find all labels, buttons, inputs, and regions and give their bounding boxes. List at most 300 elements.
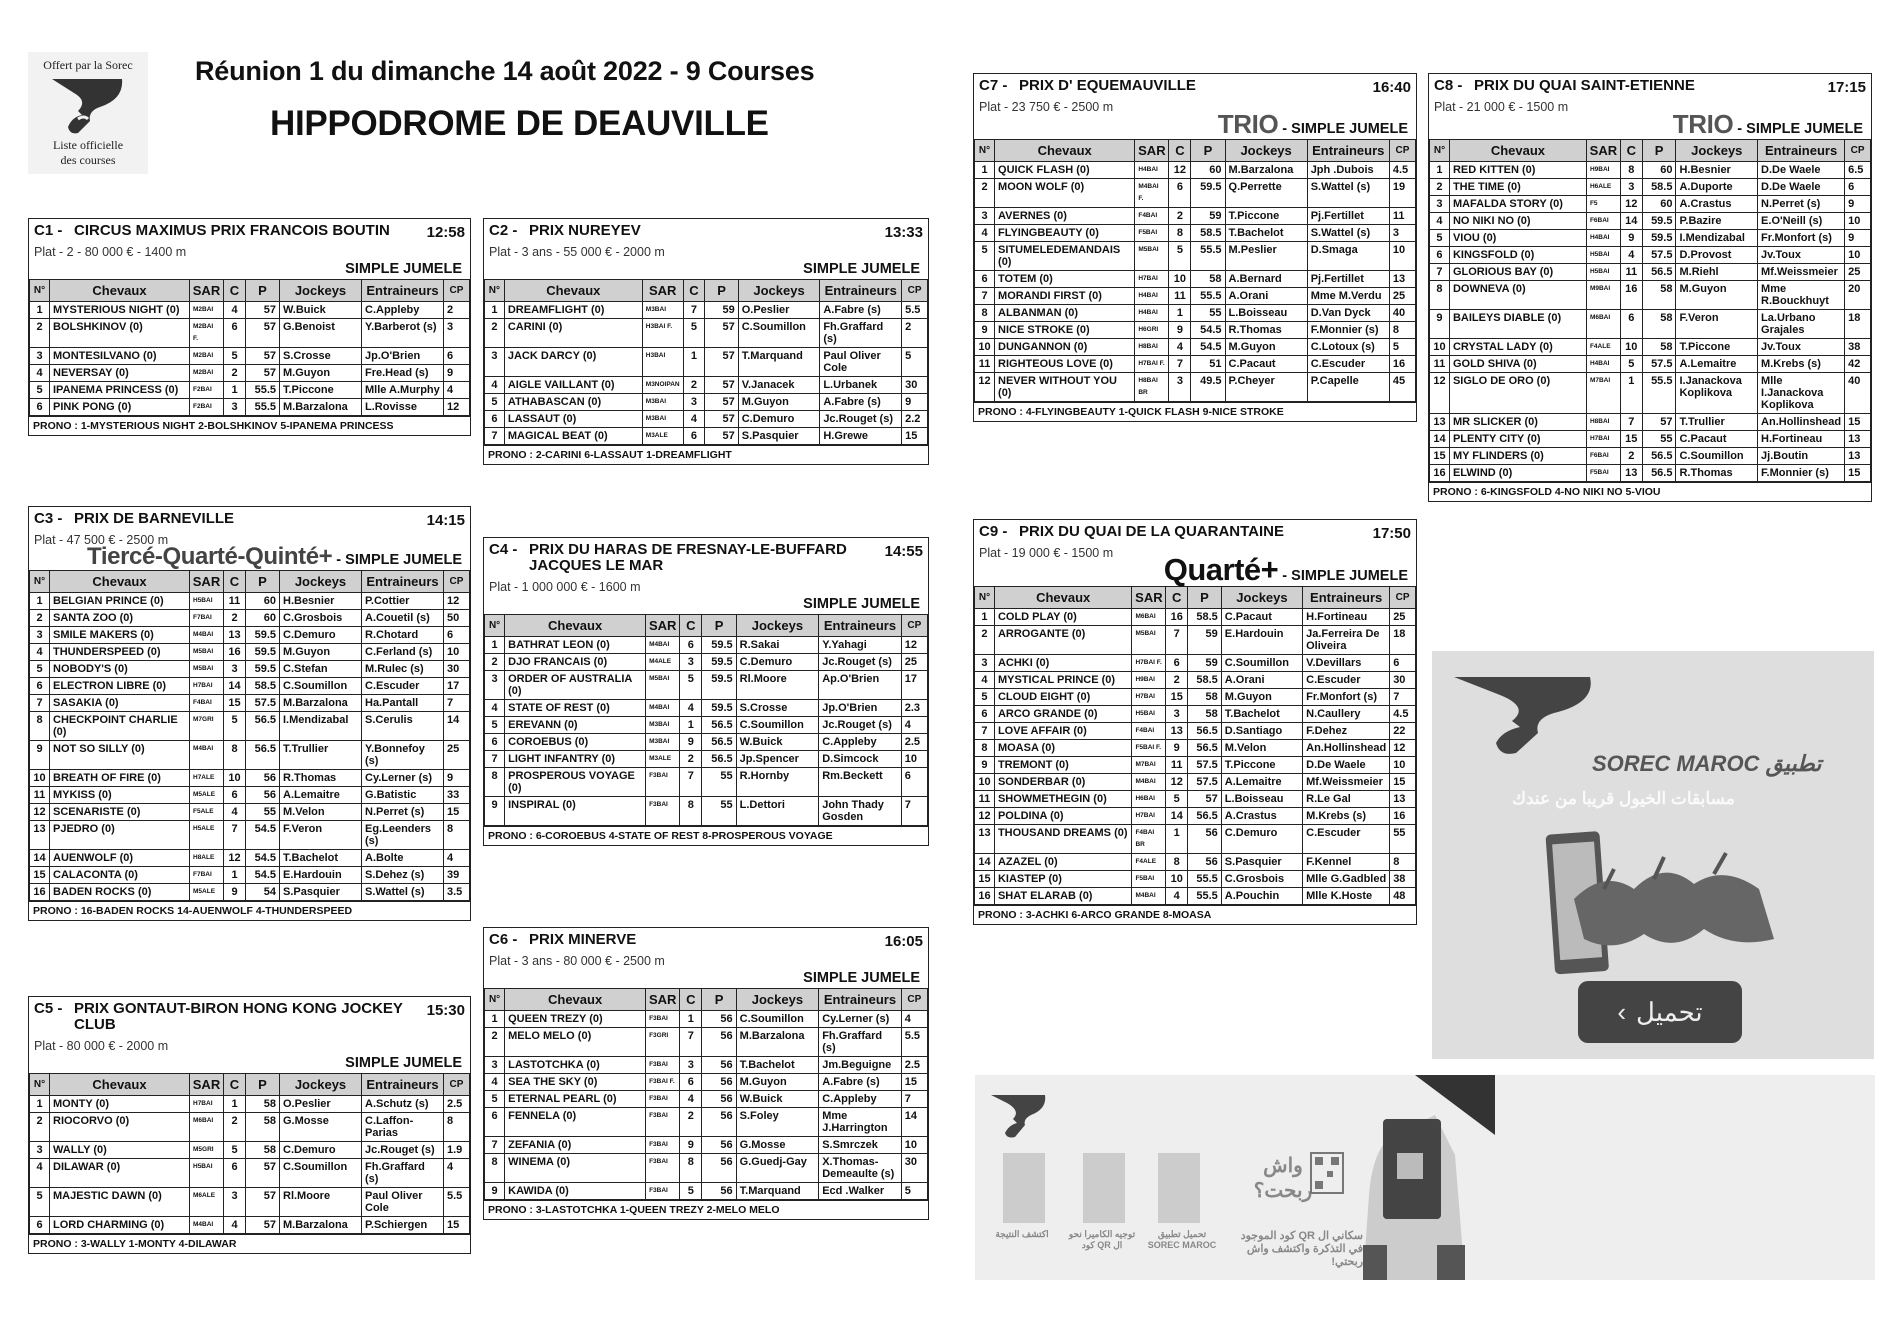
jockey-name: C.Soumillon	[280, 1159, 362, 1188]
weight: 57.5	[1188, 757, 1222, 774]
odds: 55	[1390, 825, 1416, 854]
horse-name: ARROGANTE (0)	[994, 626, 1131, 655]
table-row[interactable]	[30, 1142, 470, 1159]
trainer-name: Mf.Weissmeier	[1758, 264, 1845, 281]
prono-prediction: PRONO : 3-WALLY 1-MONTY 4-DILAWAR	[29, 1234, 470, 1253]
table-row[interactable]	[30, 770, 470, 787]
weight: 58.5	[1188, 609, 1222, 626]
table-row[interactable]	[975, 808, 1416, 825]
weight: 56.5	[702, 734, 736, 751]
table-row[interactable]	[975, 825, 1416, 854]
table-row[interactable]	[485, 1183, 928, 1200]
table-row[interactable]	[485, 700, 928, 717]
table-row[interactable]	[485, 411, 928, 428]
table-row[interactable]	[1430, 196, 1871, 213]
runner-number: 8	[1430, 281, 1450, 310]
jockey-name: C.Demuro	[1221, 825, 1302, 854]
race-header	[484, 538, 928, 614]
table-header-row	[975, 587, 1416, 609]
odds: 10	[901, 751, 927, 768]
table-row[interactable]	[485, 671, 928, 700]
race-code: C6 -	[489, 931, 518, 948]
table-row[interactable]	[975, 609, 1416, 626]
trainer-name: Jp.O'Brien	[362, 348, 444, 365]
jockey-name: A.Crastus	[1221, 808, 1302, 825]
sar-code: M3BAI	[646, 734, 680, 751]
draw: 8	[1620, 162, 1642, 179]
table-row[interactable]	[975, 655, 1416, 672]
horse-head-icon	[48, 75, 128, 137]
odds: 9	[1845, 230, 1871, 247]
table-row[interactable]	[975, 791, 1416, 808]
horse-name: SASAKIA (0)	[50, 695, 190, 712]
table-row[interactable]	[1430, 247, 1871, 264]
weight: 59.5	[702, 637, 736, 654]
odds: 4	[901, 717, 927, 734]
draw: 11	[1169, 288, 1191, 305]
race-code: C8 -	[1434, 77, 1463, 94]
horse-name: SIGLO DE ORO (0)	[1449, 373, 1586, 414]
race-card-c1	[28, 218, 471, 436]
trainer-name: Fr.Monfort (s)	[1303, 689, 1390, 706]
odds: 13	[1845, 448, 1871, 465]
sar-code: M7BAI	[1586, 373, 1620, 414]
table-row[interactable]	[485, 797, 928, 826]
table-row[interactable]	[30, 1159, 470, 1188]
col-trainer-header: Entraineurs	[362, 1074, 444, 1096]
runner-number: 6	[30, 678, 50, 695]
table-row[interactable]	[30, 610, 470, 627]
draw: 8	[680, 1154, 702, 1183]
trainer-name: F.Dehez	[1303, 723, 1390, 740]
weight: 55.5	[246, 382, 280, 399]
horse-name: AUENWOLF (0)	[50, 850, 190, 867]
runner-number: 5	[30, 1188, 50, 1217]
runner-number: 4	[30, 365, 50, 382]
trainer-name: Jc.Rouget (s)	[820, 411, 902, 428]
draw: 7	[1620, 414, 1642, 431]
table-row[interactable]	[975, 689, 1416, 706]
jockey-name: Rl.Moore	[280, 1188, 362, 1217]
weight: 57.5	[1642, 356, 1676, 373]
table-row[interactable]	[975, 208, 1416, 225]
draw: 4	[683, 411, 705, 428]
race-code: C3 -	[34, 510, 63, 527]
trainer-name: S.Dehez (s)	[362, 867, 444, 884]
jockey-name: C.Soumillon	[736, 717, 819, 734]
sar-code: H8ALE	[190, 850, 224, 867]
download-button[interactable]	[1578, 981, 1742, 1043]
runner-number: 9	[975, 322, 995, 339]
sar-code: M4BAI	[1132, 888, 1166, 905]
draw: 5	[680, 1183, 702, 1200]
table-row[interactable]	[1430, 213, 1871, 230]
table-row[interactable]	[485, 428, 928, 445]
odds: 13	[1389, 271, 1415, 288]
col-corde-header: C	[1620, 140, 1642, 162]
sar-code: H7BAI	[1132, 808, 1166, 825]
table-row[interactable]	[485, 1028, 928, 1057]
race-time: 16:05	[884, 933, 923, 950]
runner-number: 9	[485, 797, 505, 826]
runner-number: 8	[975, 305, 995, 322]
table-header-row	[1430, 140, 1871, 162]
col-poids-header: P	[246, 1074, 280, 1096]
table-row[interactable]	[1430, 339, 1871, 356]
weight: 54.5	[1191, 322, 1225, 339]
sar-code: F3BAI F.	[646, 1074, 680, 1091]
runner-number: 2	[975, 626, 995, 655]
jockey-name: D.Provost	[1676, 247, 1758, 264]
runner-number: 12	[30, 804, 50, 821]
runner-number: 2	[485, 319, 505, 348]
horse-name: BOLSHKINOV (0)	[50, 319, 190, 348]
table-row[interactable]	[975, 774, 1416, 791]
race-name: PRIX GONTAUT-BIRON HONG KONG JOCKEY CLUB	[74, 1000, 403, 1033]
table-row[interactable]	[485, 1154, 928, 1183]
table-row[interactable]	[1430, 414, 1871, 431]
runner-number: 14	[1430, 431, 1450, 448]
trainer-name: R.Le Gal	[1303, 791, 1390, 808]
col-corde-header: C	[683, 280, 705, 302]
table-row[interactable]	[30, 627, 470, 644]
table-row[interactable]	[30, 678, 470, 695]
table-row[interactable]	[485, 654, 928, 671]
weight: 54.5	[246, 821, 280, 850]
table-row[interactable]	[485, 637, 928, 654]
col-corde-header: C	[1166, 587, 1188, 609]
table-row[interactable]	[1430, 179, 1871, 196]
race-conditions: Plat - 80 000 € - 2000 m	[34, 1039, 169, 1053]
col-sar-header: SAR	[642, 280, 683, 302]
sar-code: F5ALE	[190, 804, 224, 821]
col-poids-header: P	[702, 989, 736, 1011]
table-row[interactable]	[30, 884, 470, 901]
jockey-name: T.Bachelot	[1225, 225, 1307, 242]
runner-number: 14	[30, 850, 50, 867]
runner-number: 10	[30, 770, 50, 787]
table-row[interactable]	[30, 821, 470, 850]
horse-name: BREATH OF FIRE (0)	[50, 770, 190, 787]
weight: 54	[246, 884, 280, 901]
table-row[interactable]	[485, 348, 928, 377]
table-row[interactable]	[485, 734, 928, 751]
weight: 59.5	[246, 644, 280, 661]
runner-number: 5	[1430, 230, 1450, 247]
table-row[interactable]	[30, 348, 470, 365]
table-row[interactable]	[975, 179, 1416, 208]
table-row[interactable]	[975, 373, 1416, 402]
table-row[interactable]	[30, 695, 470, 712]
weight: 58	[1642, 310, 1676, 339]
trainer-name: S.Smrczek	[819, 1137, 902, 1154]
sar-code: H5BAI	[190, 593, 224, 610]
table-row[interactable]	[485, 1137, 928, 1154]
table-row[interactable]	[485, 319, 928, 348]
weight: 56	[1188, 825, 1222, 854]
weight: 57	[705, 319, 738, 348]
jockey-name: A.Bernard	[1225, 271, 1307, 288]
table-row[interactable]	[30, 867, 470, 884]
col-sar-header: SAR	[190, 1074, 224, 1096]
table-row[interactable]	[30, 319, 470, 348]
table-row[interactable]	[1430, 162, 1871, 179]
table-row[interactable]	[485, 394, 928, 411]
horse-name: FENNELA (0)	[505, 1108, 646, 1137]
horse-name: MAJESTIC DAWN (0)	[50, 1188, 190, 1217]
horse-name: KAWIDA (0)	[505, 1183, 646, 1200]
table-row[interactable]	[30, 787, 470, 804]
col-jockey-header: Jockeys	[738, 280, 820, 302]
table-row[interactable]	[30, 593, 470, 610]
race-code: C5 -	[34, 1000, 63, 1017]
table-row[interactable]	[975, 757, 1416, 774]
horse-name: MOON WOLF (0)	[995, 179, 1135, 208]
weight: 58.5	[1191, 225, 1225, 242]
table-row[interactable]	[30, 1113, 470, 1142]
odds: 6	[444, 627, 470, 644]
trainer-name: P.Cottier	[362, 593, 444, 610]
table-row[interactable]	[975, 322, 1416, 339]
trainer-name: Y.Yahagi	[819, 637, 902, 654]
col-trainer-header: Entraineurs	[819, 615, 902, 637]
table-row[interactable]	[975, 242, 1416, 271]
step-card-2	[1083, 1153, 1125, 1223]
horse-name: KINGSFOLD (0)	[1449, 247, 1586, 264]
runner-number: 6	[30, 1217, 50, 1234]
horse-name: SMILE MAKERS (0)	[50, 627, 190, 644]
jockey-name: C.Grosbois	[1221, 871, 1302, 888]
trainer-name: Jph .Dubois	[1307, 162, 1389, 179]
table-row[interactable]	[975, 723, 1416, 740]
table-row[interactable]	[975, 626, 1416, 655]
table-row[interactable]	[30, 850, 470, 867]
horse-name: SHOWMETHEGIN (0)	[994, 791, 1131, 808]
horse-name: DUNGANNON (0)	[995, 339, 1135, 356]
weight: 56	[246, 770, 280, 787]
horse-name: NEVERSAY (0)	[50, 365, 190, 382]
table-row[interactable]	[30, 1217, 470, 1234]
weight: 58.5	[246, 678, 280, 695]
draw: 4	[224, 804, 246, 821]
runner-number: 4	[30, 644, 50, 661]
col-horse-header: Chevaux	[995, 140, 1135, 162]
table-row[interactable]	[485, 302, 928, 319]
chevron-right-icon: ›	[1617, 996, 1627, 1027]
sar-code: F4BAI	[1132, 723, 1166, 740]
table-row[interactable]	[30, 644, 470, 661]
draw: 1	[224, 382, 246, 399]
table-row[interactable]	[30, 399, 470, 416]
col-poids-header: P	[1188, 587, 1222, 609]
trainer-name: S.Wattel (s)	[1307, 225, 1389, 242]
table-row[interactable]	[975, 740, 1416, 757]
draw: 5	[224, 348, 246, 365]
trainer-name: Mlle A.Murphy	[362, 382, 444, 399]
odds: 8	[1389, 322, 1415, 339]
col-corde-header: C	[1169, 140, 1191, 162]
sar-code: M5BAI	[190, 661, 224, 678]
runner-number: 1	[30, 593, 50, 610]
draw: 8	[1169, 225, 1191, 242]
table-row[interactable]	[1430, 356, 1871, 373]
table-row[interactable]	[485, 751, 928, 768]
sorec-app-ad[interactable]	[1432, 651, 1874, 1059]
table-row[interactable]	[30, 712, 470, 741]
table-row[interactable]	[1430, 431, 1871, 448]
table-row[interactable]	[975, 339, 1416, 356]
draw: 7	[680, 768, 702, 797]
table-row[interactable]	[975, 871, 1416, 888]
odds: 40	[1389, 305, 1415, 322]
odds: 42	[1845, 356, 1871, 373]
sar-code: H6GRI	[1135, 322, 1169, 339]
prono-prediction: PRONO : 1-MYSTERIOUS NIGHT 2-BOLSHKINOV 5-IPANEMA PRINCESS	[29, 416, 470, 435]
table-row[interactable]	[485, 1091, 928, 1108]
runner-number: 7	[1430, 264, 1450, 281]
weight: 56	[702, 1108, 736, 1137]
table-row[interactable]	[975, 288, 1416, 305]
horse-name: PJEDRO (0)	[50, 821, 190, 850]
trainer-name: Cy.Lerner (s)	[362, 770, 444, 787]
odds: 5.5	[444, 1188, 470, 1217]
table-row[interactable]	[1430, 465, 1871, 482]
table-row[interactable]	[975, 271, 1416, 288]
table-row[interactable]	[1430, 230, 1871, 247]
jockey-name: C.Soumillon	[738, 319, 820, 348]
draw: 7	[1169, 356, 1191, 373]
table-row[interactable]	[975, 672, 1416, 689]
bet-type-minor: SIMPLE JUMELE	[345, 1055, 462, 1071]
weight: 58	[1642, 339, 1676, 356]
jockey-name: V.Janacek	[738, 377, 820, 394]
table-row[interactable]	[30, 1096, 470, 1113]
weight: 58	[246, 1096, 280, 1113]
trainer-name: Paul Oliver Cole	[820, 348, 902, 377]
race-time: 13:33	[884, 224, 923, 241]
table-row[interactable]	[485, 377, 928, 394]
table-row[interactable]	[1430, 448, 1871, 465]
table-row[interactable]	[30, 741, 470, 770]
trainer-name: L.Rovisse	[362, 399, 444, 416]
sar-code: H7BAI F.	[1132, 655, 1166, 672]
jockey-name: W.Buick	[736, 1091, 819, 1108]
sar-code: H9BAI	[1586, 162, 1620, 179]
sar-code: H5BAI	[190, 1159, 224, 1188]
trainer-name: P.Capelle	[1307, 373, 1389, 402]
table-row[interactable]	[975, 162, 1416, 179]
trainer-name: Jc.Rouget (s)	[819, 717, 902, 734]
table-row[interactable]	[975, 706, 1416, 723]
horse-name: CHECKPOINT CHARLIE (0)	[50, 712, 190, 741]
table-row[interactable]	[975, 854, 1416, 871]
table-row[interactable]	[485, 1057, 928, 1074]
table-row[interactable]	[485, 1108, 928, 1137]
runner-number: 15	[975, 871, 995, 888]
meeting-title: Réunion 1 du dimanche 14 août 2022 - 9 Courses	[195, 56, 815, 86]
col-number-header: N°	[30, 1074, 50, 1096]
weight: 57	[246, 319, 280, 348]
table-row[interactable]	[1430, 264, 1871, 281]
qr-instructions: سكاني ال QR كود الموجود في التذكرة واكتشف واش ربحتي!	[1240, 1230, 1363, 1268]
draw: 3	[1169, 373, 1191, 402]
jockey-name: Jp.Spencer	[736, 751, 819, 768]
jockey-name: P.Cheyer	[1225, 373, 1307, 402]
table-row[interactable]	[30, 365, 470, 382]
sar-code: H9BAI	[1132, 672, 1166, 689]
race-name: PRIX DU QUAI DE LA QUARANTAINE	[1019, 523, 1285, 540]
jockey-name: C.Soumillon	[280, 678, 362, 695]
horse-name: STATE OF REST (0)	[505, 700, 646, 717]
draw: 1	[1169, 305, 1191, 322]
weight: 56	[702, 1183, 736, 1200]
table-row[interactable]	[485, 1011, 928, 1028]
table-row[interactable]	[1430, 373, 1871, 414]
table-row[interactable]	[30, 661, 470, 678]
jockey-name: A.Lemaitre	[280, 787, 362, 804]
jockey-name: T.Bachelot	[736, 1057, 819, 1074]
table-row[interactable]	[485, 768, 928, 797]
draw: 16	[1166, 609, 1188, 626]
table-row[interactable]	[975, 225, 1416, 242]
table-row[interactable]	[485, 717, 928, 734]
draw: 2	[224, 610, 246, 627]
sar-code: H7BAI	[190, 678, 224, 695]
odds: 30	[444, 661, 470, 678]
runner-number: 4	[1430, 213, 1450, 230]
table-row[interactable]	[975, 888, 1416, 905]
prono-prediction: PRONO : 3-LASTOTCHKA 1-QUEEN TREZY 2-MELO MELO	[484, 1200, 928, 1219]
draw: 3	[1166, 706, 1188, 723]
sar-code: M5BAI	[190, 644, 224, 661]
draw: 9	[1166, 740, 1188, 757]
trainer-name: Pj.Fertillet	[1307, 208, 1389, 225]
horse-name: FLYINGBEAUTY (0)	[995, 225, 1135, 242]
race-conditions: Plat - 23 750 € - 2500 m	[979, 100, 1114, 114]
odds: 8	[444, 821, 470, 850]
table-row[interactable]	[1430, 310, 1871, 339]
horse-name: THOUSAND DREAMS (0)	[994, 825, 1131, 854]
odds: 25	[1390, 609, 1416, 626]
table-header-row	[30, 571, 470, 593]
table-row[interactable]	[30, 1188, 470, 1217]
bet-types	[1434, 109, 1865, 139]
table-row[interactable]	[30, 302, 470, 319]
table-row[interactable]	[1430, 281, 1871, 310]
weight: 58	[246, 1113, 280, 1142]
trainer-name: D.Van Dyck	[1307, 305, 1389, 322]
jockey-name: T.Bachelot	[1221, 706, 1302, 723]
sar-code: F5BAI	[1586, 465, 1620, 482]
table-row[interactable]	[485, 1074, 928, 1091]
odds: 15	[1845, 465, 1871, 482]
runner-number: 6	[975, 706, 995, 723]
table-row[interactable]	[30, 804, 470, 821]
table-row[interactable]	[975, 356, 1416, 373]
draw: 16	[224, 644, 246, 661]
runner-number: 5	[30, 661, 50, 678]
trainer-name: Ha.Pantall	[362, 695, 444, 712]
jockey-name: T.Piccone	[1225, 208, 1307, 225]
runner-number: 1	[30, 1096, 50, 1113]
odds: 15	[1845, 414, 1871, 431]
draw: 3	[683, 394, 705, 411]
table-row[interactable]	[30, 382, 470, 399]
weight: 59	[1188, 626, 1222, 655]
runner-number: 6	[485, 411, 505, 428]
table-row[interactable]	[975, 305, 1416, 322]
step-text-1: تحميل تطبيق SOREC MAROC	[1147, 1229, 1217, 1250]
